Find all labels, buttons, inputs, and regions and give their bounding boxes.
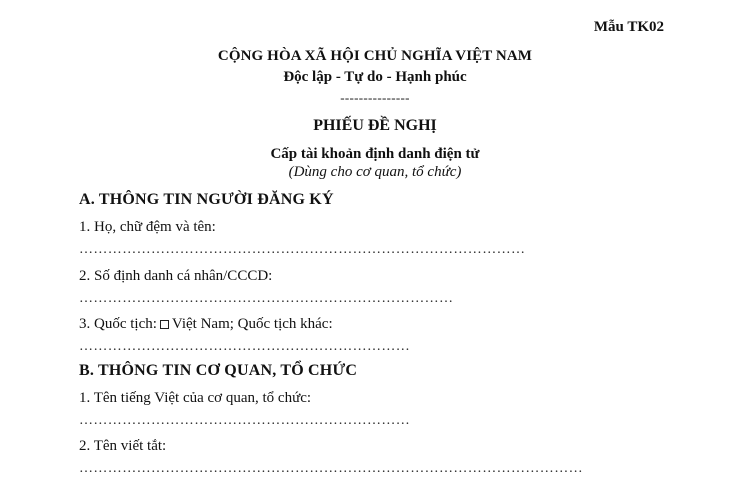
field-abbreviation-label: 2. Tên viết tắt:: [79, 438, 167, 454]
document-usage-note: (Dùng cho cơ quan, tổ chức): [288, 164, 462, 180]
field-org-name-blank[interactable]: ……………………………………………………………: [79, 413, 411, 428]
nationality-label-prefix: 3. Quốc tịch:: [79, 316, 157, 332]
section-b-heading: B. THÔNG TIN CƠ QUAN, TỔ CHỨC: [79, 362, 358, 379]
empty-checkbox-icon[interactable]: [160, 320, 169, 329]
field-full-name-label: 1. Họ, chữ đệm và tên:: [79, 219, 216, 235]
section-a-heading: A. THÔNG TIN NGƯỜI ĐĂNG KÝ: [79, 191, 334, 208]
field-org-name-label: 1. Tên tiếng Việt của cơ quan, tổ chức:: [79, 390, 312, 406]
field-id-number-label: 2. Số định danh cá nhân/CCCD:: [79, 268, 273, 284]
motto-divider: ---------------: [340, 90, 410, 105]
field-nationality-blank[interactable]: ……………………………………………………………: [79, 339, 411, 354]
national-motto: Độc lập - Tự do - Hạnh phúc: [283, 69, 467, 85]
national-title: CỘNG HÒA XÃ HỘI CHỦ NGHĨA VIỆT NAM: [217, 48, 533, 64]
form-code: Mẫu TK02: [593, 19, 664, 35]
document-subtitle: Cấp tài khoản định danh điện tử: [270, 146, 480, 162]
document-title: PHIẾU ĐỀ NGHỊ: [313, 117, 437, 134]
field-abbreviation-blank[interactable]: ……………………………………………………………………………………………: [79, 461, 583, 476]
field-nationality-label: [79, 316, 333, 333]
field-full-name-blank[interactable]: …………………………………………………………………………………: [79, 242, 526, 257]
nationality-label-suffix: Việt Nam; Quốc tịch khác:: [171, 316, 333, 332]
field-id-number-blank[interactable]: ……………………………………………………………………: [79, 291, 454, 306]
